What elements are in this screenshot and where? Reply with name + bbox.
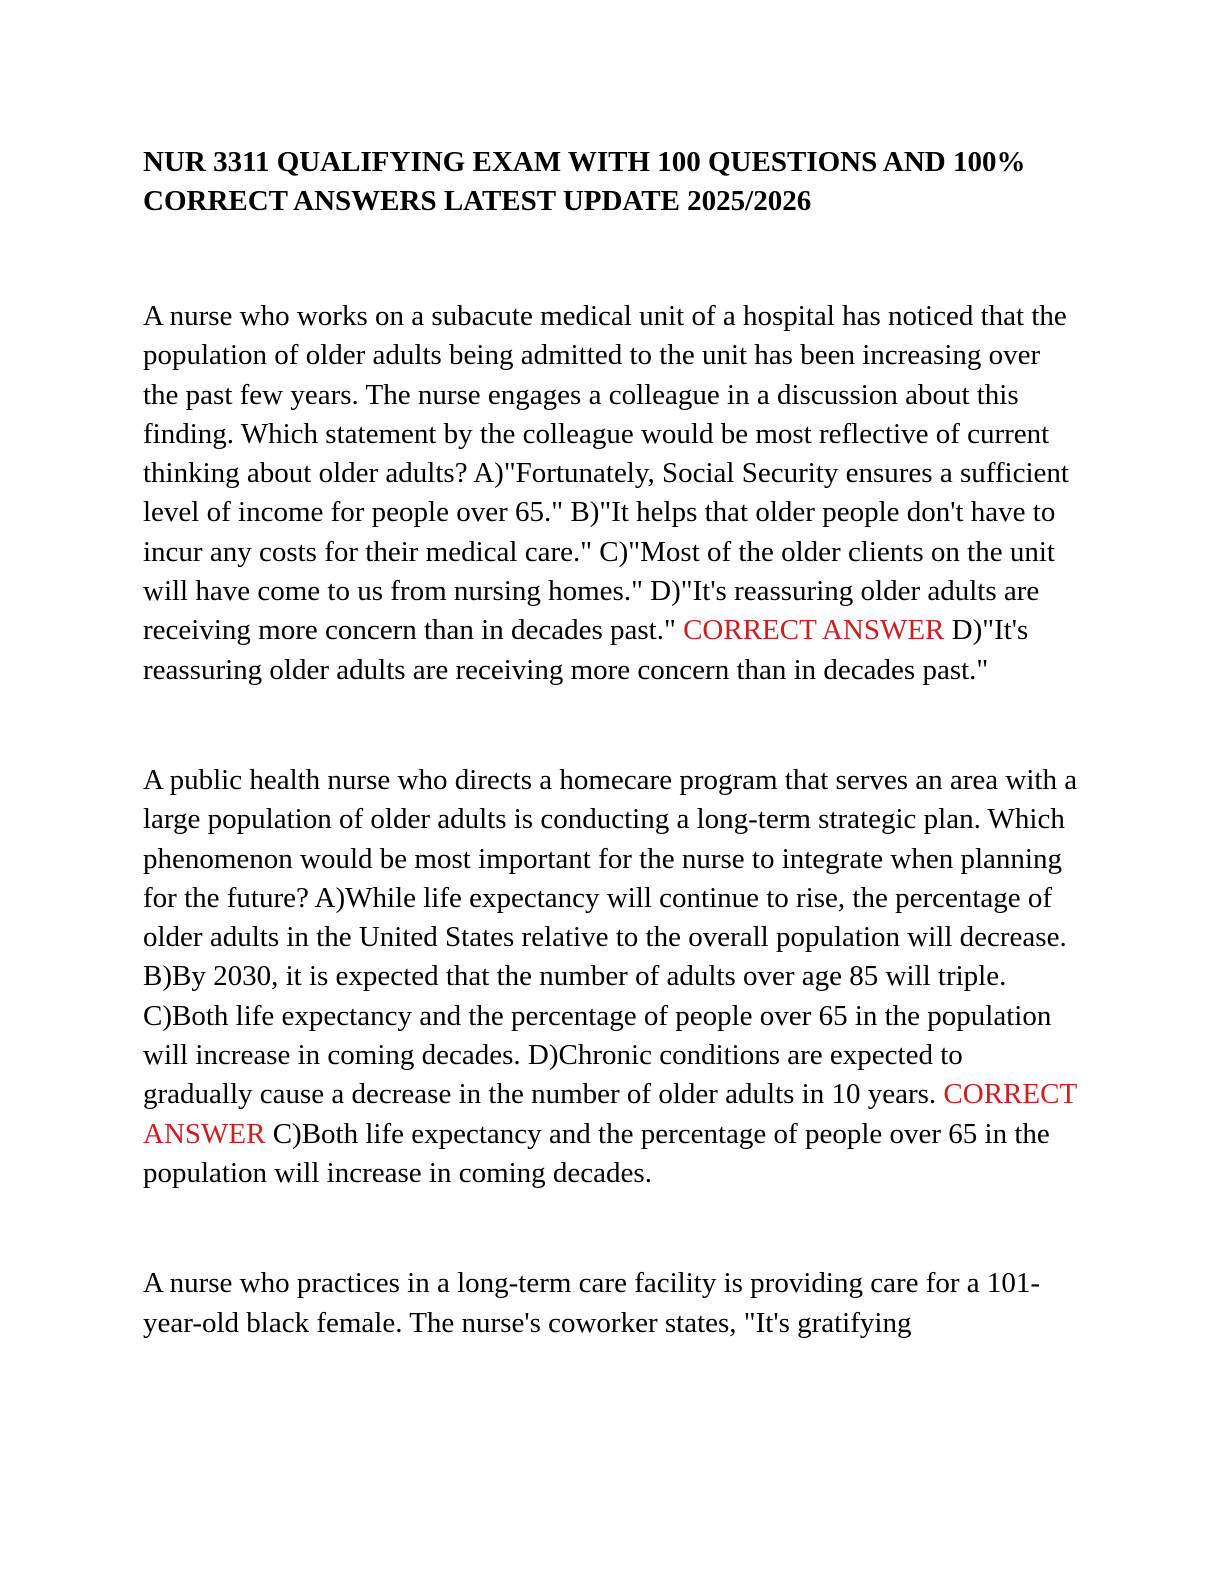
- question-block-2: [143, 761, 1078, 1193]
- question-text: A nurse who works on a subacute medical unit of a hospital has noticed that the population of older adults being admitted to the unit has been increasing over the past few years. The nurse engages a colleague in a discussion about this finding. Which statement by the colleague would be most reflective of current thinking about older adults? A)"Fortunately, Social Security ensures a sufficient level of income for people over 65." B)"It helps that older people don't have to incur any costs for their medical care." C)"Most of the older clients on the unit will have come to us from nursing homes." D)"It's reassuring older adults are receiving more concern than in decades past.": [143, 300, 1069, 647]
- question-block-3: [143, 1264, 1078, 1343]
- question-text: A nurse who practices in a long-term care facility is providing care for a 101-year-old black female. The nurse's coworker states, "It's gratifying: [143, 1267, 1041, 1339]
- question-block-1: [143, 297, 1078, 690]
- document-page: [143, 143, 1078, 1343]
- correct-answer-label: CORRECT ANSWER: [143, 1078, 1077, 1150]
- document-title: NUR 3311 QUALIFYING EXAM WITH 100 QUESTIONS AND 100% CORRECT ANSWERS LATEST UPDATE 2025/2026: [143, 146, 1026, 217]
- answer-text: C)Both life expectancy and the percentage of people over 65 in the population will increase in coming decades.: [143, 1117, 1050, 1189]
- question-text: A public health nurse who directs a homecare program that serves an area with a large population of older adults is conducting a long-term strategic plan. Which phenomenon would be most important for the nurse to integrate when planning for the future? A)While life expectancy will continue to rise, the percentage of older adults in the United States relative to the overall population will decrease. B)By 2030, it is expected that the number of adults over age 85 will triple. C)Both life expectancy and the percentage of people over 65 in the population will increase in coming decades. D)Chronic conditions are expected to gradually cause a decrease in the number of older adults in 10 years.: [143, 763, 1078, 1111]
- correct-answer-label: CORRECT ANSWER: [683, 614, 945, 647]
- answer-text: D)"It's reassuring older adults are receiving more concern than in decades past.": [143, 614, 1029, 686]
